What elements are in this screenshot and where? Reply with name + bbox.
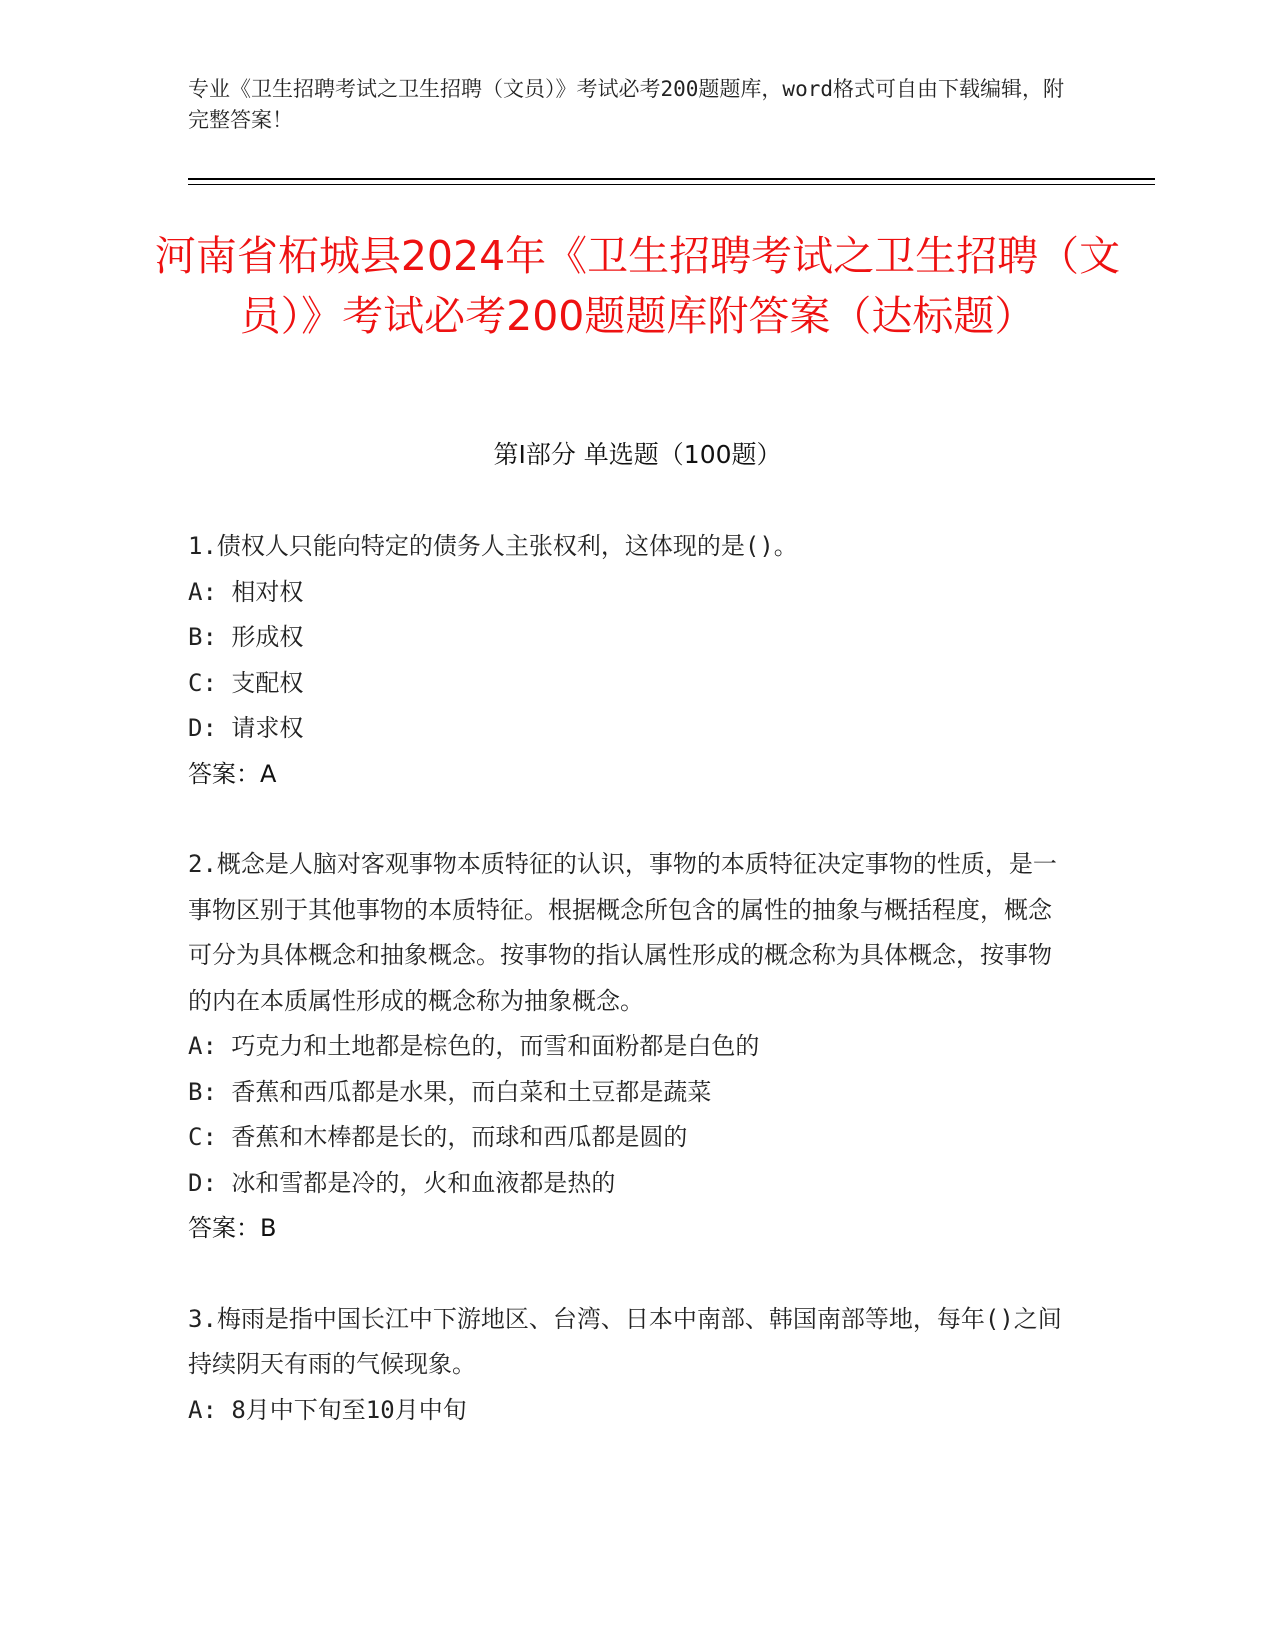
- answer: 答案：B: [188, 1214, 277, 1242]
- header-rule-thick: [188, 178, 1155, 180]
- question-stem: 1.债权人只能向特定的债务人主张权利，这体现的是()。: [188, 532, 798, 560]
- answer: 答案：A: [188, 759, 277, 788]
- header-note: 专业《卫生招聘考试之卫生招聘（文员）》考试必考200题题库，word格式可自由下载编辑，附完整答案！: [188, 77, 1064, 132]
- option-d: D: 冰和雪都是冷的，火和血液都是热的: [188, 1168, 616, 1197]
- option-b: B: 香蕉和西瓜都是水果，而白菜和土豆都是蔬菜: [188, 1077, 712, 1106]
- question-stem: 3.梅雨是指中国长江中下游地区、台湾、日本中南部、韩国南部等地，每年()之间持续阴天有雨的气候现象。: [188, 1304, 1062, 1378]
- question-stem: 2.概念是人脑对客观事物本质特征的认识，事物的本质特征决定事物的性质，是一事物区别于其他事物的本质特征。根据概念所包含的属性的抽象与概括程度，概念可分为具体概念和抽象概念。按事物的指认属性形成的概念称为具体概念，按事物的内在本质属性形成的概念称为抽象概念。: [188, 850, 1057, 1015]
- option-d: D: 请求权: [188, 714, 304, 742]
- question-1: [188, 524, 1068, 797]
- document-title: 河南省柘城县2024年《卫生招聘考试之卫生招聘（文员）》考试必考200题题库附答案（达标题）: [154, 232, 1121, 340]
- option-a: A: 巧克力和土地都是棕色的，而雪和面粉都是白色的: [188, 1032, 760, 1060]
- option-a: A: 相对权: [188, 577, 304, 606]
- option-c: C: 香蕉和木棒都是长的，而球和西瓜都是圆的: [188, 1123, 688, 1151]
- question-2: [188, 842, 1068, 1252]
- option-a: A: 8月中下旬至10月中旬: [188, 1395, 467, 1424]
- header-rule-thin: [188, 184, 1155, 185]
- question-3: [188, 1297, 1068, 1434]
- option-b: B: 形成权: [188, 623, 304, 651]
- question-list: [188, 524, 1068, 1478]
- option-c: C: 支配权: [188, 668, 304, 697]
- section-title: 第Ⅰ部分 单选题（100题）: [493, 440, 782, 469]
